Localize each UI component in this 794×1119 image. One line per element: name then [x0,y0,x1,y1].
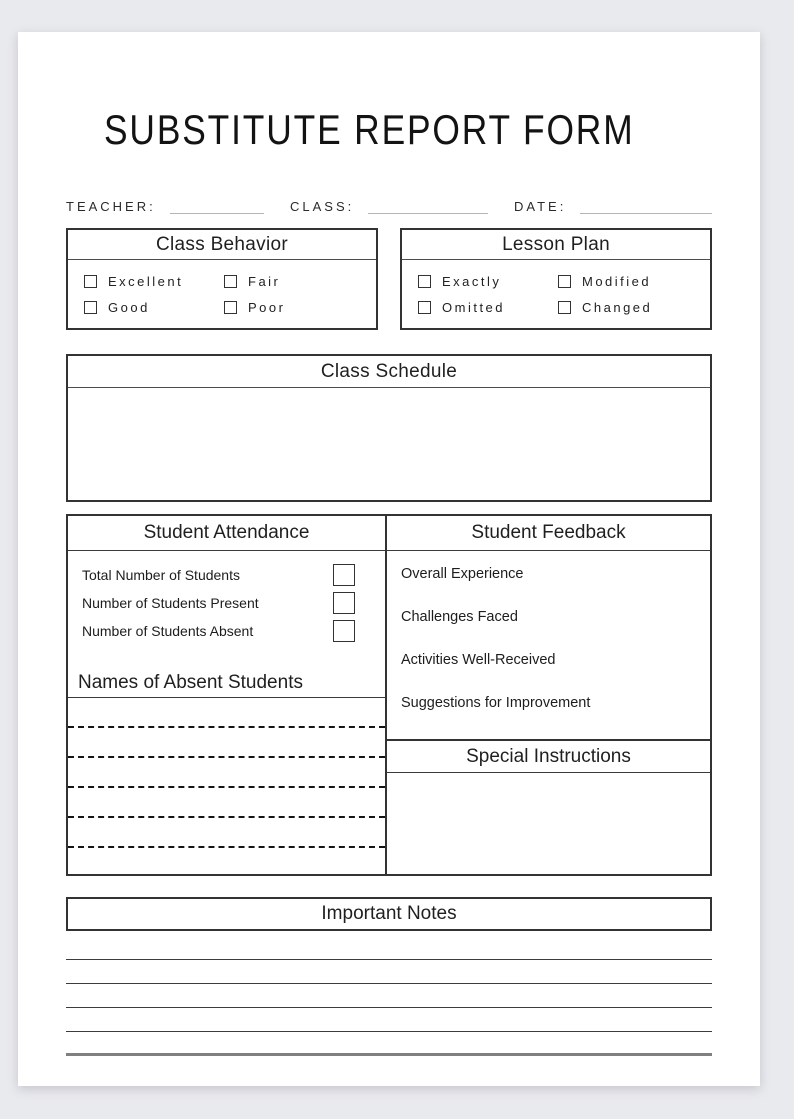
checkbox-option-changed[interactable] [558,296,698,318]
student-feedback-column [387,516,710,874]
attendance-count-box[interactable] [333,592,355,614]
checkbox-label: Poor [248,299,286,315]
checkbox-icon[interactable] [558,275,571,288]
checkbox-label: Omitted [442,299,506,315]
notes-line[interactable] [66,984,712,1008]
notes-line[interactable] [66,1008,712,1032]
absent-name-line[interactable] [68,758,385,788]
checkbox-icon[interactable] [418,275,431,288]
document-page [18,32,760,1086]
notes-writing-lines [66,936,712,1056]
feedback-prompt-challenges-faced: Challenges Faced [401,609,518,625]
checkbox-label: Exactly [442,273,502,289]
form-title: SUBSTITUTE REPORT FORM [104,107,635,155]
attendance-count-box[interactable] [333,620,355,642]
absent-name-line[interactable] [68,728,385,758]
attendance-label: Total Number of Students [82,566,240,583]
checkbox-icon[interactable] [84,301,97,314]
checkbox-label: Excellent [108,273,184,289]
teacher-input-line[interactable] [170,199,264,214]
student-attendance-title: Student Attendance [68,516,385,551]
lesson-plan-options [402,260,710,328]
attendance-row-present [82,591,355,614]
important-notes-section [66,897,712,931]
checkbox-option-exactly[interactable] [418,270,558,292]
class-behavior-title: Class Behavior [68,230,376,260]
checkbox-option-modified[interactable] [558,270,698,292]
feedback-prompt-activities-well-received: Activities Well-Received [401,652,556,668]
date-label: DATE: [514,199,567,214]
student-attendance-column [68,516,387,874]
date-input-line[interactable] [580,199,712,214]
absent-name-line[interactable] [68,698,385,728]
checkbox-option-omitted[interactable] [418,296,558,318]
checkbox-icon[interactable] [418,301,431,314]
class-behavior-section [66,228,378,330]
attendance-label: Number of Students Present [82,594,259,611]
checkbox-option-poor[interactable] [224,296,364,318]
feedback-prompts [387,551,710,739]
class-behavior-options [68,260,376,328]
teacher-label: TEACHER: [66,199,156,214]
feedback-prompt-suggestions-for-improvement: Suggestions for Improvement [401,695,591,711]
attendance-label: Number of Students Absent [82,622,254,639]
important-notes-title: Important Notes [321,903,457,924]
student-feedback-title: Student Feedback [387,516,710,551]
behavior-lesson-row [66,228,712,330]
absent-name-line[interactable] [68,818,385,848]
attendance-row-absent [82,619,355,642]
feedback-prompt-overall-experience: Overall Experience [401,566,524,582]
class-field [290,196,488,214]
checkbox-label: Changed [582,299,653,315]
attendance-count-rows [68,551,385,668]
notes-line[interactable] [66,1032,712,1056]
class-input-line[interactable] [368,199,488,214]
class-schedule-title: Class Schedule [68,356,710,388]
attendance-row-total [82,563,355,586]
class-schedule-section [66,354,712,502]
attendance-feedback-section [66,514,712,876]
date-field [514,196,712,214]
special-instructions-writing-area[interactable] [387,773,710,874]
class-schedule-writing-area[interactable] [68,388,710,500]
checkbox-icon[interactable] [224,275,237,288]
checkbox-option-excellent[interactable] [84,270,224,292]
lesson-plan-title: Lesson Plan [402,230,710,260]
notes-line[interactable] [66,960,712,984]
checkbox-icon[interactable] [224,301,237,314]
teacher-field [66,196,264,214]
absent-students-lines [68,698,385,874]
checkbox-icon[interactable] [558,301,571,314]
checkbox-label: Modified [582,273,652,289]
checkbox-icon[interactable] [84,275,97,288]
class-label: CLASS: [290,199,355,214]
attendance-count-box[interactable] [333,564,355,586]
notes-line[interactable] [66,936,712,960]
checkbox-option-good[interactable] [84,296,224,318]
checkbox-option-fair[interactable] [224,270,364,292]
special-instructions-title: Special Instructions [387,739,710,773]
lesson-plan-section [400,228,712,330]
absent-students-title: Names of Absent Students [68,668,385,698]
checkbox-label: Fair [248,273,281,289]
meta-row [66,196,712,214]
absent-name-line[interactable] [68,788,385,818]
checkbox-label: Good [108,299,150,315]
